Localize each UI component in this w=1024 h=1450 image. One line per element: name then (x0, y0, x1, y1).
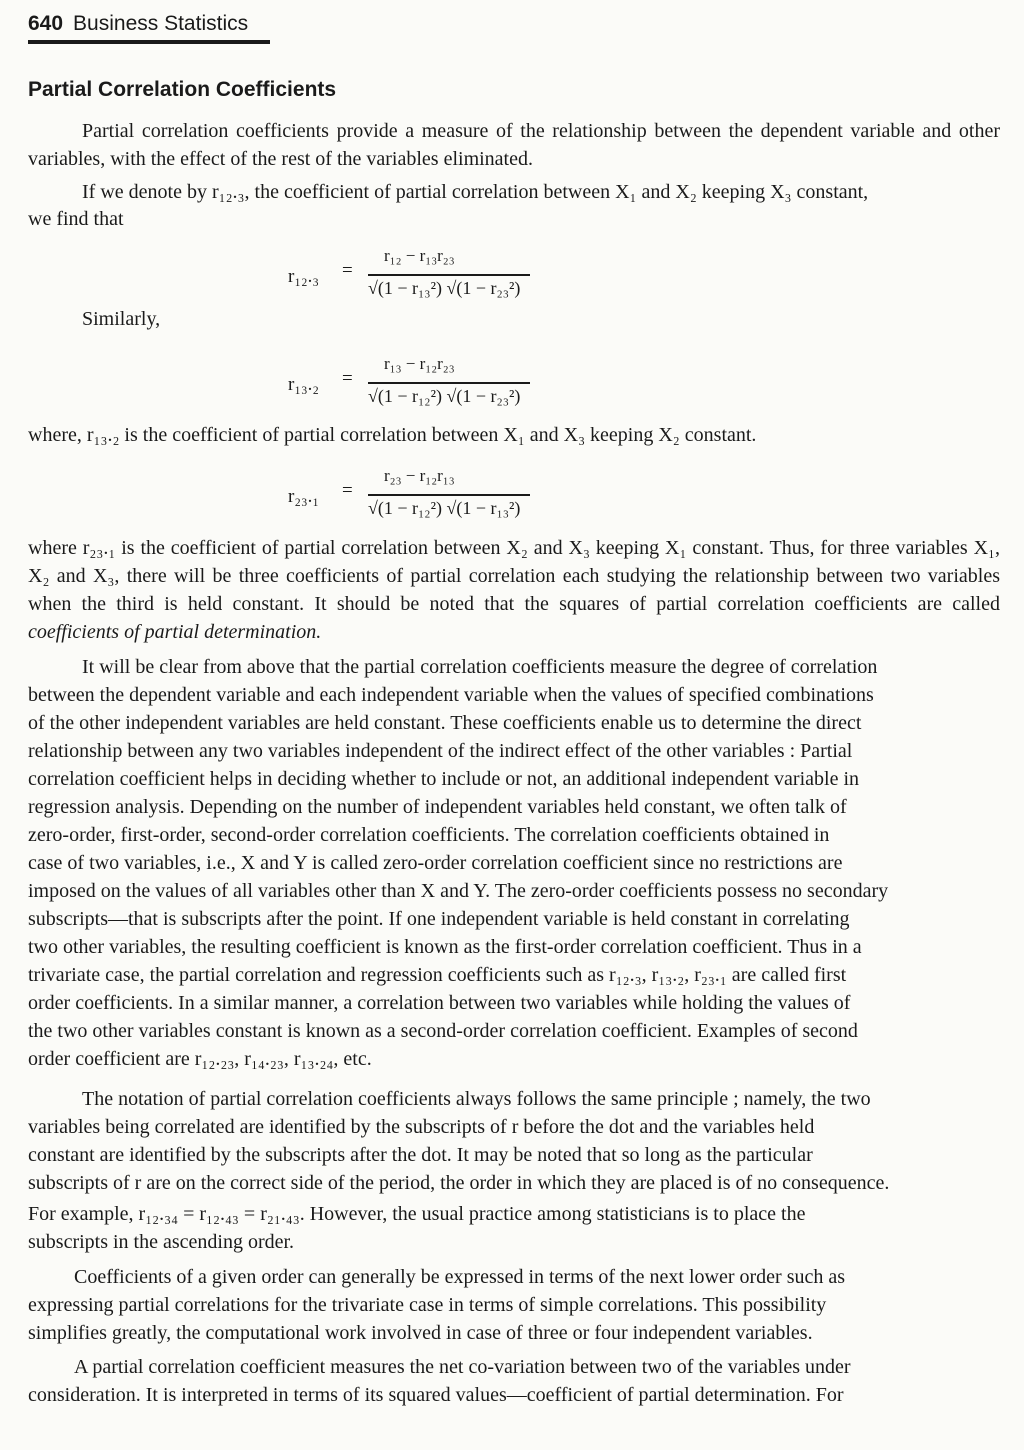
paragraph-7-line: A partial correlation coefficient measures the net co-variation between two of the variables under (74, 1356, 851, 1378)
paragraph-4-line: of the other independent variables are held constant. These coefficients enable us to determine the direct (28, 712, 862, 734)
paragraph-2-line-1: If we denote by r₁₂.₃, the coefficient of partial correlation between X₁ and X₂ keeping X₃ constant, (82, 181, 869, 203)
paragraph-4-line: zero-order, first-order, second-order correlation coefficients. The correlation coefficients obtained in (28, 824, 830, 846)
equals-sign: = (342, 260, 353, 281)
formula-denominator: √(1 − r₁₂²) √(1 − r₁₃²) (368, 498, 521, 518)
paragraph-4-line: between the dependent variable and each independent variable when the values of specified combinations (28, 684, 874, 706)
paragraph-4-line: It will be clear from above that the partial correlation coefficients measure the degree of correlation (82, 656, 878, 678)
paragraph-5-line: subscripts in the ascending order. (28, 1231, 295, 1253)
formula-denominator: √(1 − r₁₂²) √(1 − r₂₃²) (368, 386, 521, 406)
page-number: 640 (28, 12, 64, 35)
paragraph-4-line: case of two variables, i.e., X and Y is called zero-order correlation coefficient since no restrictions are (28, 852, 843, 874)
formula-numerator: r₁₂ − r₁₃r₂₃ (384, 246, 455, 265)
paragraph-1-text: Partial correlation coefficients provide a measure of the relationship between the dependent variable and other variables, with the effect of the rest of the variables eliminated. (28, 120, 1000, 170)
formula-denominator: √(1 − r₁₃²) √(1 − r₂₃²) (368, 278, 521, 298)
fraction-bar (368, 382, 530, 384)
paragraph-5-line: subscripts of r are on the correct side of the period, the order in which they are placed is of no consequence. (28, 1172, 890, 1194)
paragraph-3-emphasis: coefficients of partial determination. (28, 621, 322, 643)
formula-lhs: r₁₂.₃ (288, 266, 319, 287)
paragraph-4-line: order coefficients. In a similar manner, a correlation between two variables while holding the values of (28, 992, 851, 1014)
paragraph-6-line: Coefficients of a given order can generally be expressed in terms of the next lower order such as (74, 1266, 846, 1288)
formula-lhs: r₂₃.₁ (288, 486, 319, 507)
where-line: where, r₁₃.₂ is the coefficient of partial correlation between X₁ and X₃ keeping X₂ constant. (28, 424, 757, 446)
paragraph-4-line: two other variables, the resulting coefficient is known as the first-order correlation coefficient. Thus in a (28, 936, 862, 958)
paragraph-1 (28, 117, 1000, 173)
paragraph-5-line: constant are identified by the subscripts after the dot. It may be noted that so long as the particular (28, 1144, 813, 1166)
paragraph-3-text: where r₂₃.₁ is the coefficient of partial correlation between X₂ and X₃ keeping X₁ constant. Thus, for three variables X₁, X₂ and X₃, there will be three coefficients of partial correlation each studying the relationship between two variables when the third is held constant. It should be noted that the squares of partial correlation coefficients are called (28, 537, 1000, 615)
formula-lhs: r₁₃.₂ (288, 374, 319, 395)
paragraph-6-line: expressing partial correlations for the trivariate case in terms of simple correlations. This possibility (28, 1294, 827, 1316)
paragraph-5-line: For example, r₁₂.₃₄ = r₁₂.₄₃ = r₂₁.₄₃. However, the usual practice among statisticians is to place the (28, 1203, 806, 1225)
paragraph-2-line-2: we find that (28, 208, 124, 230)
paragraph-6-line: simplifies greatly, the computational work involved in case of three or four independent variables. (28, 1322, 813, 1344)
paragraph-4-line: imposed on the values of all variables other than X and Y. The zero-order coefficients possess no secondary (28, 880, 889, 902)
formula-numerator: r₂₃ − r₁₂r₁₃ (384, 466, 455, 485)
page-header (28, 12, 248, 36)
book-title: Business Statistics (73, 12, 249, 35)
equals-sign: = (342, 368, 353, 389)
paragraph-4-line: regression analysis. Depending on the number of independent variables held constant, we often talk of (28, 796, 847, 818)
paragraph-4-line: trivariate case, the partial correlation and regression coefficients such as r₁₂.₃, r₁₃.₂, r₂₃.₁ are called first (28, 964, 847, 986)
fraction-bar (368, 274, 530, 276)
paragraph-3 (28, 534, 1000, 646)
paragraph-4-line: subscripts—that is subscripts after the point. If one independent variable is held constant in correlating (28, 908, 850, 930)
paragraph-4-line: order coefficient are r₁₂.₂₃, r₁₄.₂₃, r₁₃.₂₄, etc. (28, 1048, 372, 1070)
paragraph-7-line: consideration. It is interpreted in terms of its squared values—coefficient of partial determination. For (28, 1384, 844, 1406)
paragraph-5-line: variables being correlated are identified by the subscripts of r before the dot and the variables held (28, 1116, 815, 1138)
formula-numerator: r₁₃ − r₁₂r₂₃ (384, 354, 455, 373)
similarly-label: Similarly, (82, 308, 161, 330)
section-title: Partial Correlation Coefficients (28, 78, 337, 101)
equals-sign: = (342, 480, 353, 501)
fraction-bar (368, 494, 530, 496)
paragraph-4-line: correlation coefficient helps in deciding whether to include or not, an additional independent variable in (28, 768, 860, 790)
header-rule (28, 40, 270, 44)
paragraph-5-line: The notation of partial correlation coefficients always follows the same principle ; namely, the two (82, 1088, 871, 1110)
paragraph-4-line: relationship between any two variables independent of the indirect effect of the other variables : Partial (28, 740, 853, 762)
paragraph-4-line: the two other variables constant is known as a second-order correlation coefficient. Examples of second (28, 1020, 858, 1042)
